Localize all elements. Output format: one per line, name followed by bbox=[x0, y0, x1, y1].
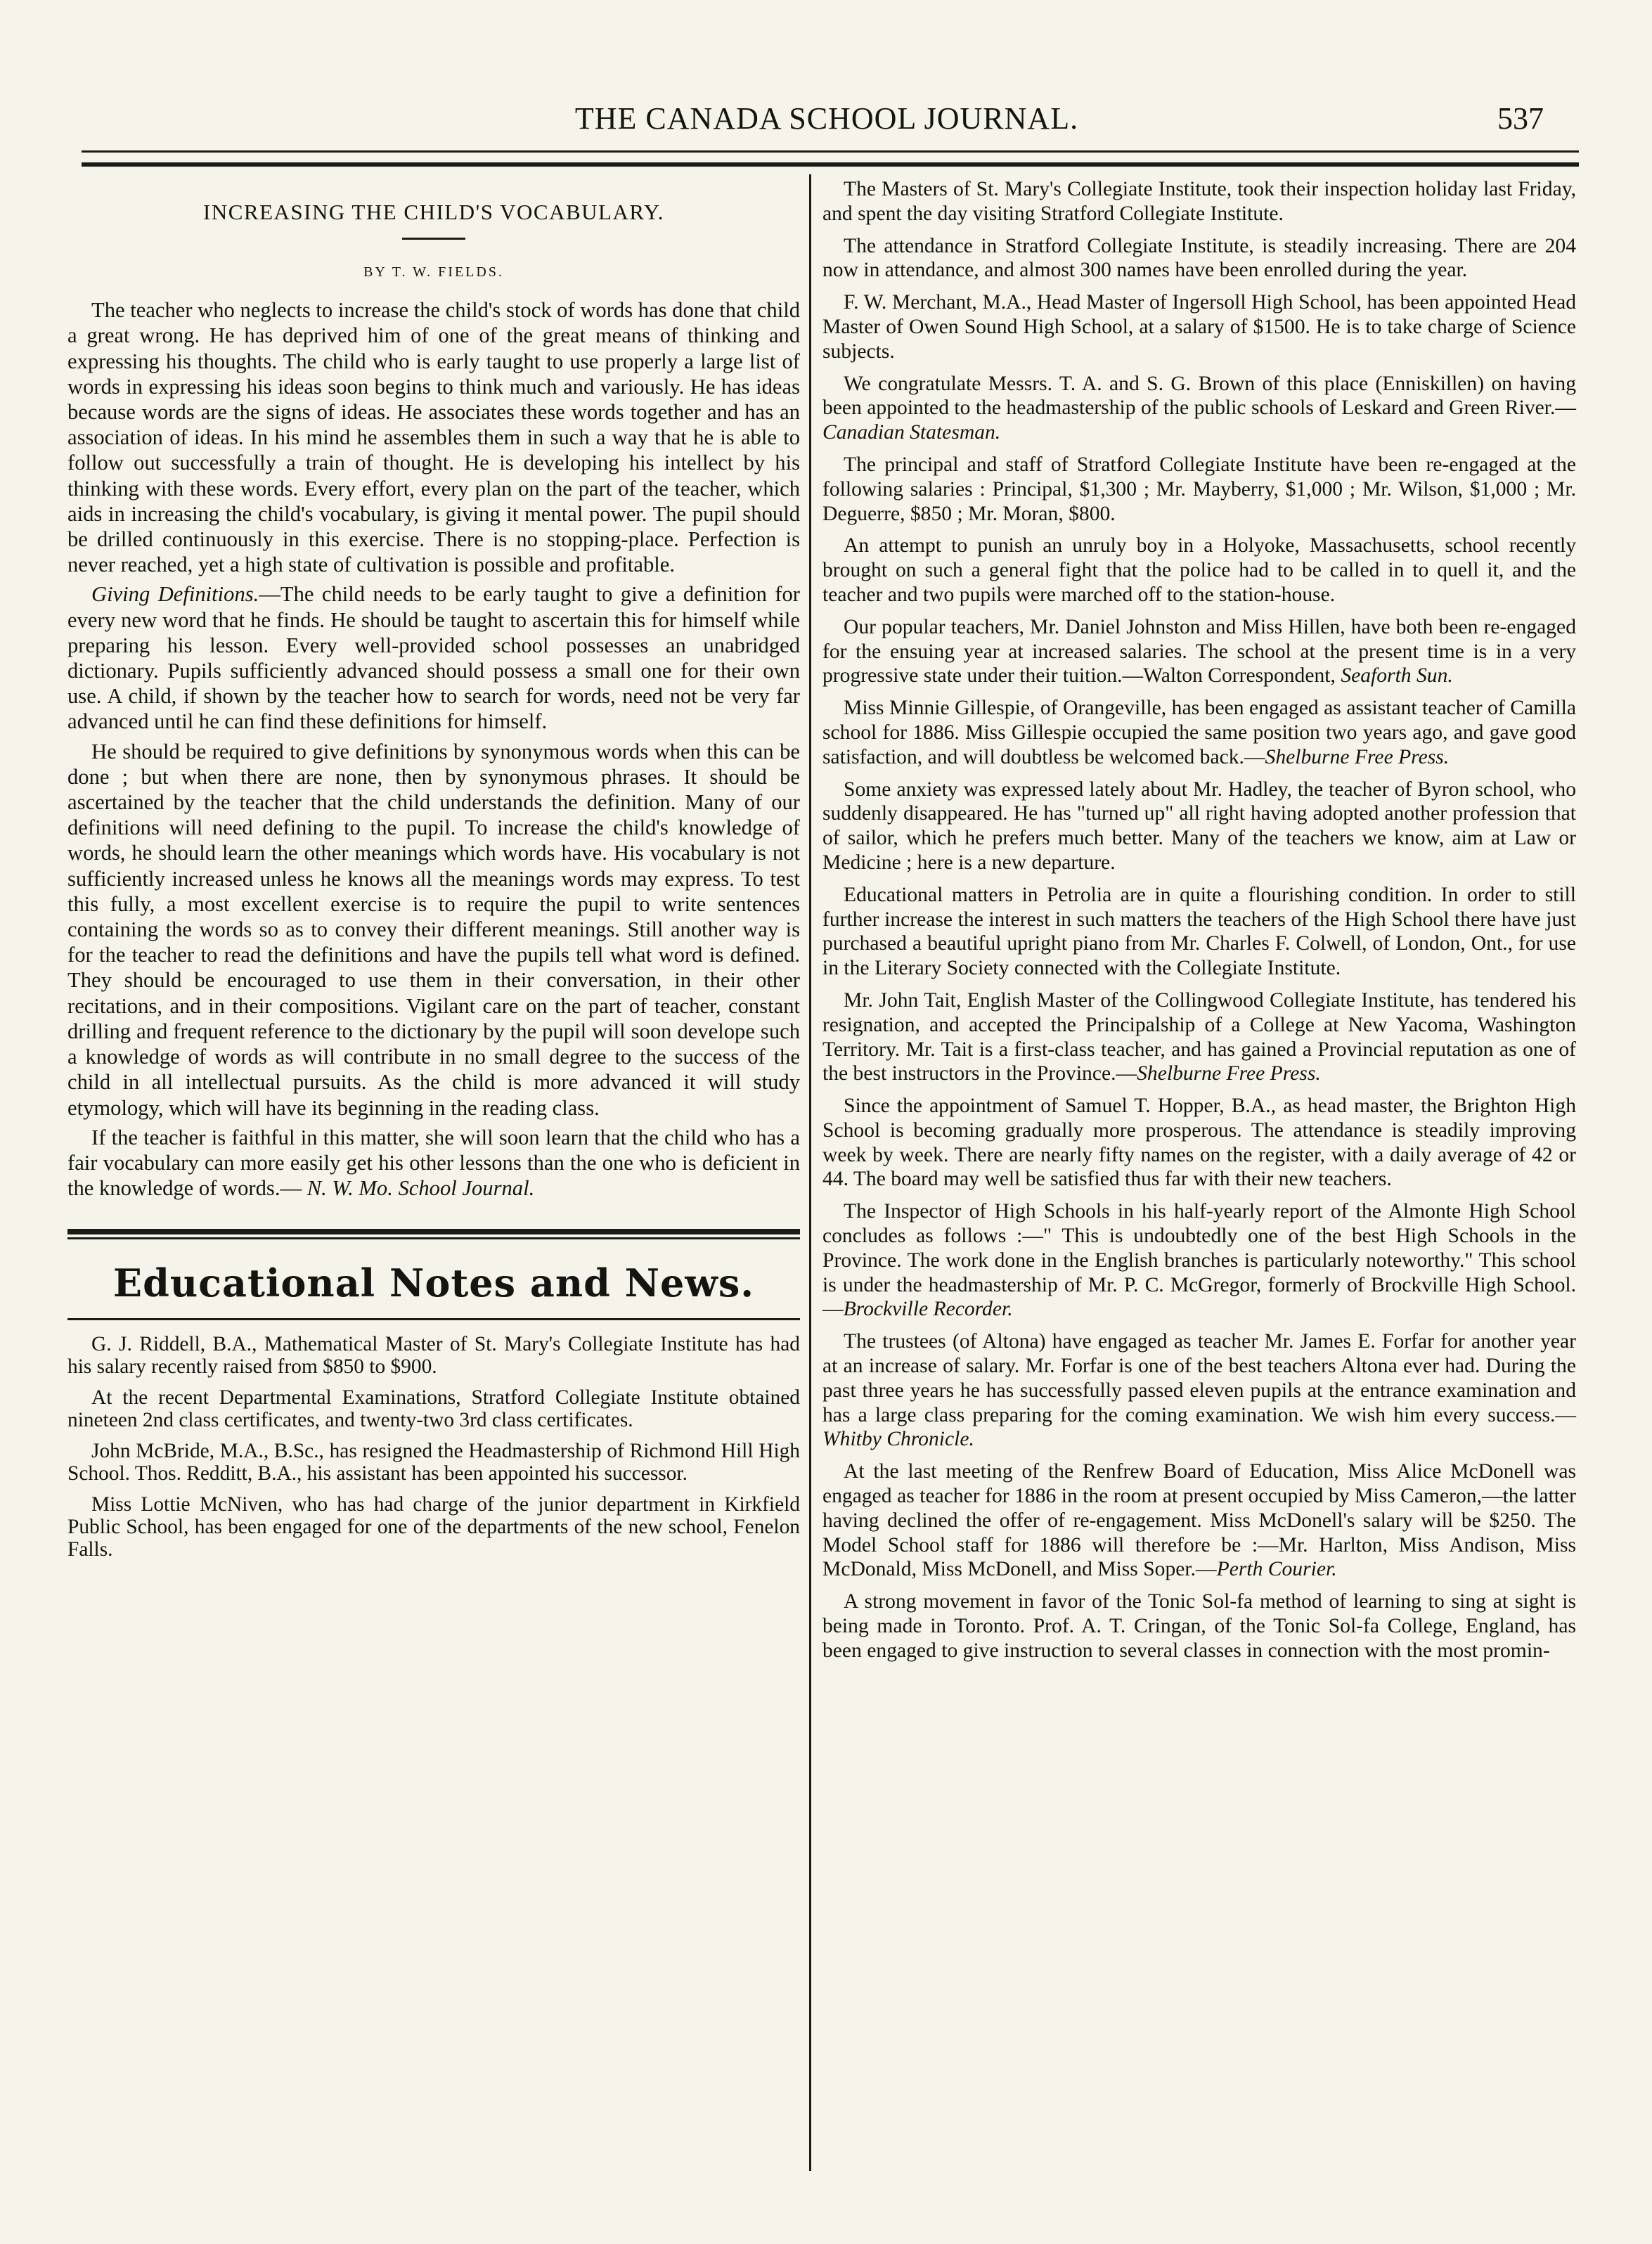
news-item: Miss Lottie McNiven, who has had charge of the junior department in Kirkfield Public School, has been engaged for one of the departments of the new school, Fenelon Falls. bbox=[67, 1493, 800, 1561]
news-credit: Whitby Chronicle. bbox=[822, 1428, 974, 1451]
news-text: At the last meeting of the Renfrew Board of Education, Miss Alice McDonell was engaged as teacher for 1886 in the room at present occupied by Miss Cameron,—the latter having declined the offer of re-engagement. Miss McDonell's salary will be $250. The Model School staff for 1886 will therefore be :—Mr. Harlton, Miss Andison, Miss McDonald, Miss McDonell, and Miss Soper.— bbox=[822, 1460, 1576, 1581]
article-paragraph bbox=[67, 581, 800, 734]
column-divider bbox=[809, 174, 811, 2171]
news-text: Since the appointment of Samuel T. Hopper, B.A., as head master, the Brighton High School is becoming gradually more prosperous. The attendance is steadily improving week by week. There are nearly fifty names on the register, with a daily average of 42 or 44. The board may well be satisfied thus far with their new teachers. bbox=[822, 1095, 1576, 1191]
news-text: Mr. John Tait, English Master of the Collingwood Collegiate Institute, has tendered his resignation, and accepted the Principalship of a College at New Yacoma, Washington Territory. Mr. Tait is a first-class teacher, and has gained a Provincial reputation as one of the best instructors in the Province.— bbox=[822, 988, 1576, 1085]
news-item bbox=[822, 234, 1576, 283]
news-text: Educational matters in Petrolia are in quite a flourishing condition. In order to still further increase the interest in such matters the teachers of the High School there have just purchased a beautiful upright piano from Mr. Charles F. Colwell, of London, Ont., for use in the Literary Society connected with the Collegiate Institute. bbox=[822, 883, 1576, 980]
news-item bbox=[822, 1094, 1576, 1192]
article-paragraph bbox=[67, 1125, 800, 1201]
news-item: G. J. Riddell, B.A., Mathematical Master of St. Mary's Collegiate Institute has had his salary recently raised from $850 to $900. bbox=[67, 1333, 800, 1379]
paragraph-text: If the teacher is faithful in this matter, she will soon learn that the child who has a fair vocabulary can more easily get his other lessons than the one who is deficient in the knowledge of words.— bbox=[67, 1125, 800, 1201]
article-paragraph bbox=[67, 297, 800, 577]
news-text: Some anxiety was expressed lately about Mr. Hadley, the teacher of Byron school, who suddenly disappeared. He has "turned up" all right having adopted another profession that of sailor, which he prefers much better. Many of the teachers we know, aim at Law or Medicine ; here is a new departure. bbox=[822, 778, 1576, 874]
article-title: INCREASING THE CHILD'S VOCABULARY. bbox=[203, 200, 664, 224]
paragraph-text: —The child needs to be early taught to give a definition for every new word that he finds. He should be taught to ascertain this for himself while preparing his lesson. Every well-provided school possesses an unabridged dictionary. Pupils sufficiently advanced should possess a small one for their own use. A child, if shown by the teacher how to search for words, need not be very far advanced until he can find these definitions for himself. bbox=[67, 582, 800, 734]
paragraph-text: The teacher who neglects to increase the child's stock of words has done that child a great wrong. He has deprived him of one of the great means of thinking and expressing his thoughts. The child who is early taught to use properly a large list of words in expressing his ideas soon begins to think much and variously. He has ideas because words are the signs of ideas. He associates these words together and has an association of ideas. In his mind he assembles them in such a way that he is able to follow out successfully a train of thought. He is developing his intellect by his thinking with these words. Every effort, every plan on the part of the teacher, which aids in increasing the child's vocabulary, is giving it mental power. The pupil should be drilled continuously in this exercise. There is no stopping-place. Perfection is never reached, yet a high state of cultivation is possible and profitable. bbox=[67, 298, 800, 577]
news-item bbox=[822, 177, 1576, 226]
news-text: The attendance in Stratford Collegiate Institute, is steadily increasing. There are 204 now in attendance, and almost 300 names have been enrolled during the year. bbox=[822, 234, 1576, 282]
section-rule-thick bbox=[67, 1229, 800, 1234]
news-item bbox=[822, 1459, 1576, 1582]
news-text: The Masters of St. Mary's Collegiate Institute, took their inspection holiday last Friday, and spent the day visiting Stratford Collegiate Institute. bbox=[822, 178, 1576, 225]
paragraph-text: He should be required to give definitions by synonymous words when this can be done ; but when there are none, then by synonymous phrases. It should be ascertained by the teacher that the child understands the definition. Many of our definitions will need defining to the pupil. To increase the child's knowledge of words, he should learn the other meanings which words have. His vocabulary is not sufficiently increased unless he knows all the meanings words may express. To test this fully, a most excellent exercise is to require the pupil to write sentences containing the words so as to convey their different meanings. Still another way is for the teacher to read the definitions and have the pupils tell what word is defined. They should be encouraged to use them in their conversation, in their other recitations, and in their compositions. Vigilant care on the part of teacher, constant drilling and frequent reference to the dictionary by the pupil will soon develope such a knowledge of words as will contribute in no small degree to the success of the child in all intellectual pursuits. As the child is more advanced it will study etymology, which will have its beginning in the reading class. bbox=[67, 739, 800, 1120]
news-item: At the recent Departmental Examinations, Stratford Collegiate Institute obtained nineteen 2nd class certificates, and twenty-two 3rd class certificates. bbox=[67, 1386, 800, 1432]
run-in-heading: Giving Definitions. bbox=[91, 582, 259, 607]
news-item bbox=[822, 1590, 1576, 1663]
header-rule-thick bbox=[82, 162, 1579, 167]
news-item bbox=[822, 290, 1576, 363]
header-rule-thin bbox=[82, 150, 1579, 153]
news-credit: Shelburne Free Press. bbox=[1265, 745, 1450, 768]
news-item bbox=[822, 372, 1576, 445]
news-text: Miss Minnie Gillespie, of Orangeville, has been engaged as assistant teacher of Camilla school for 1886. Miss Gillespie occupied the same position two years ago, and gave good satisfaction, and will doubtless be welcomed back.— bbox=[822, 697, 1576, 768]
section-rule-bottom bbox=[67, 1318, 800, 1320]
right-column bbox=[822, 177, 1576, 1671]
section-heading: Educational Notes and News. bbox=[112, 1260, 755, 1306]
news-text: The trustees (of Altona) have engaged as teacher Mr. James E. Forfar for another year at an increase of salary. Mr. Forfar is one of the best teachers Altona ever had. During the past three years he has successfully passed eleven pupils at the entrance examination and has a large class preparing for the coming examination. We wish him every success.— bbox=[822, 1330, 1576, 1426]
running-head bbox=[82, 98, 1572, 142]
news-item bbox=[822, 988, 1576, 1086]
news-text: We congratulate Messrs. T. A. and S. G. Brown of this place (Enniskillen) on having been appointed to the headmastership of the public schools of Leskard and Green River.— bbox=[822, 372, 1576, 420]
news-text: Our popular teachers, Mr. Daniel Johnston and Miss Hillen, have both been re-engaged for the ensuing year at increased salaries. The school at the present time is in a very progressive state under their tuition.—Walton Correspondent, bbox=[822, 615, 1576, 688]
news-item: John McBride, M.A., B.Sc., has resigned the Headmastership of Richmond Hill High School. Thos. Redditt, B.A., his assistant has been appointed his successor. bbox=[67, 1440, 800, 1485]
news-text: The principal and staff of Stratford Collegiate Institute have been re-engaged at the following salaries : Principal, $1,300 ; Mr. Mayberry, $1,000 ; Mr. Wilson, $1,000 ; Mr. Deguerre, $850 ; Mr. Moran, $800. bbox=[822, 453, 1576, 525]
news-item bbox=[822, 453, 1576, 526]
news-text: An attempt to punish an unruly boy in a Holyoke, Massachusetts, school recently brought on such a general fight that the police had to be called in to quell it, and the teacher and two pupils were marched off to the station-house. bbox=[822, 534, 1576, 606]
news-credit: Brockville Recorder. bbox=[843, 1298, 1013, 1321]
title-rule bbox=[402, 238, 465, 240]
running-title: THE CANADA SCHOOL JOURNAL. bbox=[574, 101, 1079, 136]
news-item bbox=[822, 1199, 1576, 1322]
news-item bbox=[822, 615, 1576, 688]
left-column bbox=[67, 177, 800, 1569]
news-item bbox=[822, 778, 1576, 875]
article-source: N. W. Mo. School Journal. bbox=[306, 1176, 535, 1201]
news-text: F. W. Merchant, M.A., Head Master of Ingersoll High School, has been appointed Head Master of Owen Sound High School, at a salary of $1500. He is to take charge of Science subjects. bbox=[822, 291, 1576, 363]
news-item bbox=[822, 883, 1576, 981]
news-text: The Inspector of High Schools in his half-yearly report of the Almonte High School concludes as follows :—" This is undoubtedly one of the best High Schools in the Province. The work done in the English branches is particularly noteworthy." This school is under the headmastership of Mr. P. C. McGregor, formerly of Brockville High School.— bbox=[822, 1200, 1576, 1321]
section-rule-thin bbox=[67, 1237, 800, 1239]
news-credit: Canadian Statesman. bbox=[822, 421, 1001, 444]
article-byline: BY T. W. FIELDS. bbox=[363, 264, 504, 280]
article-paragraph bbox=[67, 739, 800, 1121]
news-item bbox=[822, 534, 1576, 607]
news-text: A strong movement in favor of the Tonic Sol-fa method of learning to sing at sight is being made in Toronto. Prof. A. T. Cringan, of the Tonic Sol-fa College, England, has been engaged to give instruction to several classes in connection with the most promin- bbox=[822, 1590, 1576, 1662]
page-number: 537 bbox=[1497, 101, 1544, 136]
news-credit: Perth Courier. bbox=[1216, 1558, 1337, 1581]
news-item bbox=[822, 1329, 1576, 1452]
news-credit: Shelburne Free Press. bbox=[1137, 1062, 1321, 1085]
news-credit: Seaforth Sun. bbox=[1341, 664, 1453, 688]
news-item bbox=[822, 696, 1576, 769]
